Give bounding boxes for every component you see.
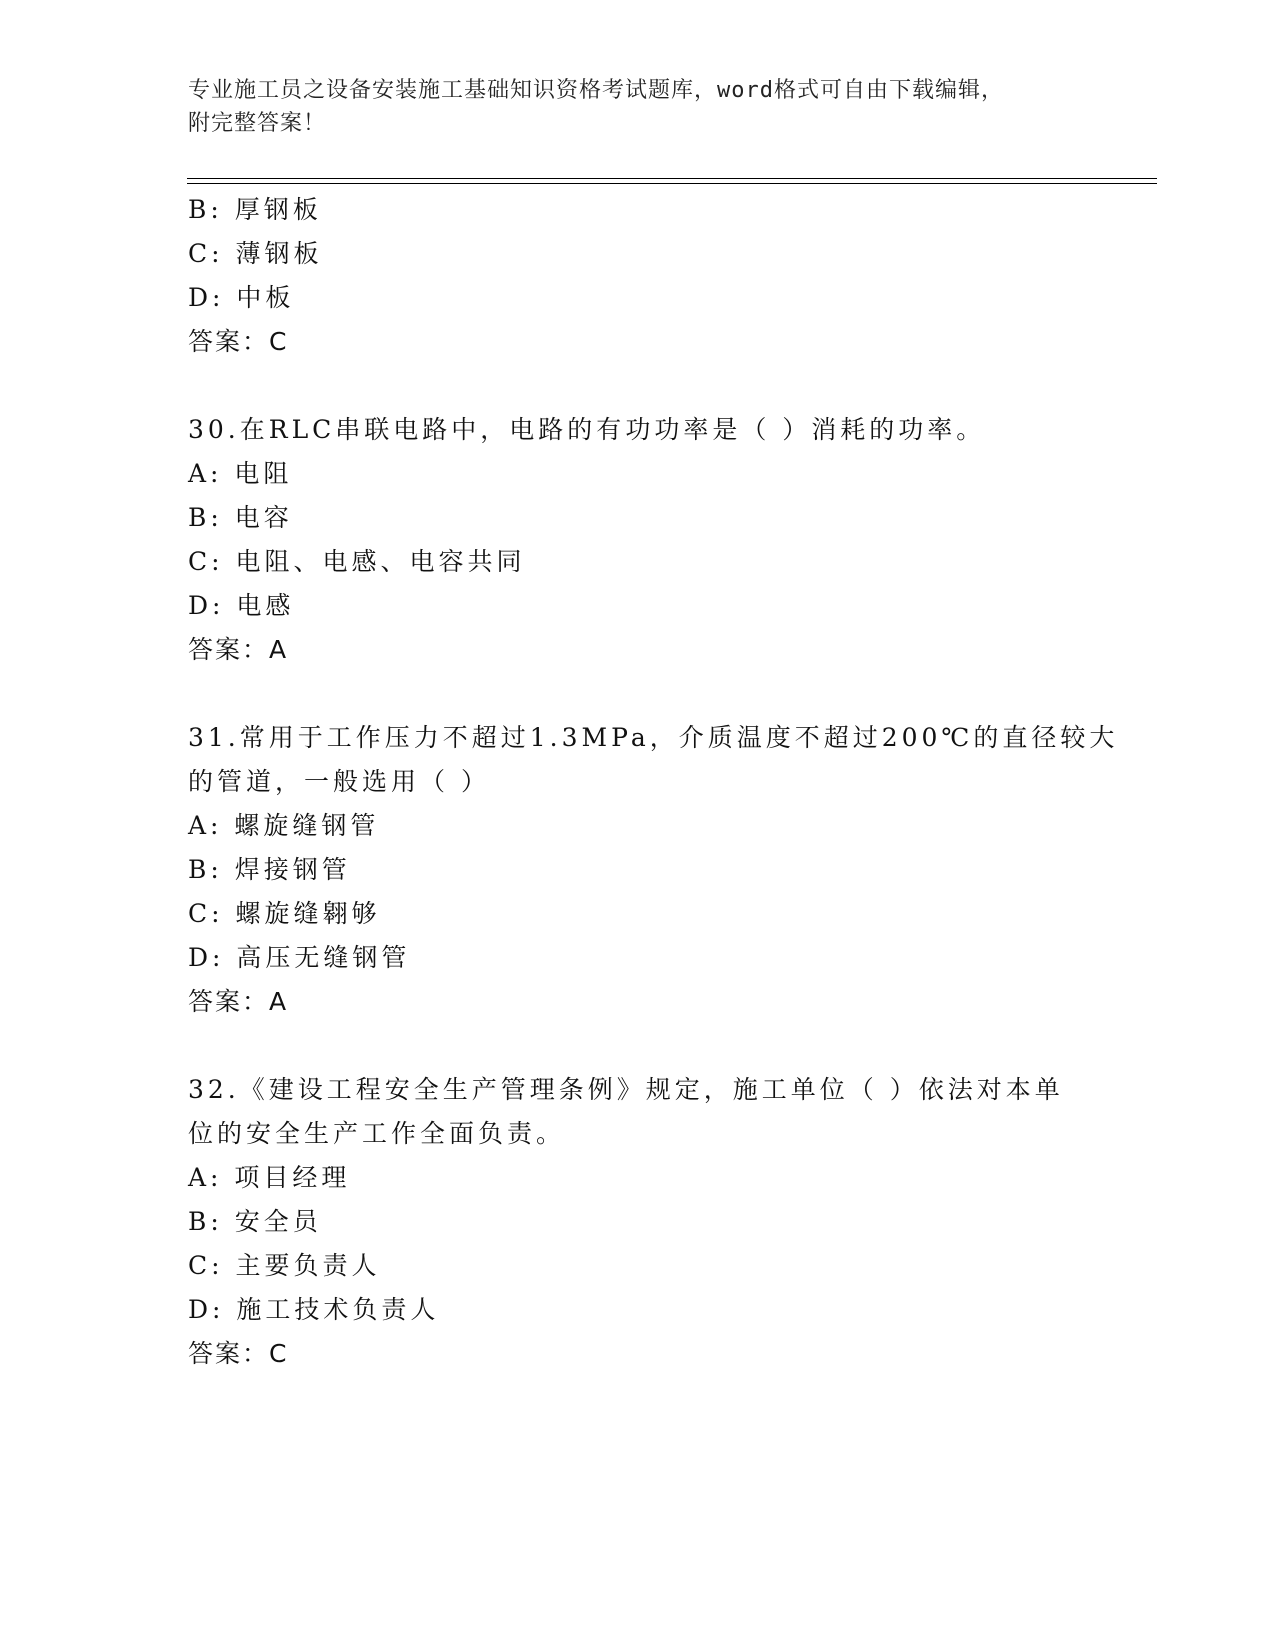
- question-32-text-cont: 位的安全生产工作全面负责。: [188, 1119, 566, 1148]
- option-b: B: 焊接钢管: [188, 855, 351, 884]
- answer: 答案：C: [188, 327, 289, 356]
- document-header: [188, 74, 1088, 140]
- option-b: B: 电容: [188, 503, 293, 532]
- header-line-1: 专业施工员之设备安装施工基础知识资格考试题库，word格式可自由下载编辑，: [188, 78, 1004, 103]
- option-d: D: 中板: [188, 283, 295, 312]
- option-a: A: 螺旋缝钢管: [188, 811, 380, 840]
- option-a: A: 项目经理: [188, 1163, 351, 1192]
- option-a: A: 电阻: [188, 459, 293, 488]
- header-line-2: 附完整答案！: [188, 111, 327, 136]
- option-b: B: 安全员: [188, 1207, 322, 1236]
- question-31-text-cont: 的管道，一般选用（ ）: [188, 767, 490, 796]
- question-30-text: 30.在RLC串联电路中，电路的有功功率是（ ）消耗的功率。: [188, 415, 986, 444]
- header-divider-top: [187, 178, 1157, 179]
- header-divider-bottom: [187, 183, 1157, 184]
- question-32-text: 32.《建设工程安全生产管理条例》规定，施工单位（ ）依法对本单: [188, 1075, 1064, 1104]
- answer: 答案：A: [188, 987, 289, 1016]
- option-c: C: 薄钢板: [188, 239, 323, 268]
- answer: 答案：C: [188, 1339, 289, 1368]
- option-d: D: 高压无缝钢管: [188, 943, 411, 972]
- option-c: C: 螺旋缝翱够: [188, 899, 381, 928]
- option-c: C: 主要负责人: [188, 1251, 381, 1280]
- option-b: B: 厚钢板: [188, 195, 322, 224]
- answer: 答案：A: [188, 635, 289, 664]
- option-d: D: 电感: [188, 591, 295, 620]
- question-31-text: 31.常用于工作压力不超过1.3MPa，介质温度不超过200℃的直径较大: [188, 723, 1119, 752]
- option-c: C: 电阻、电感、电容共同: [188, 547, 526, 576]
- option-d: D: 施工技术负责人: [188, 1295, 440, 1324]
